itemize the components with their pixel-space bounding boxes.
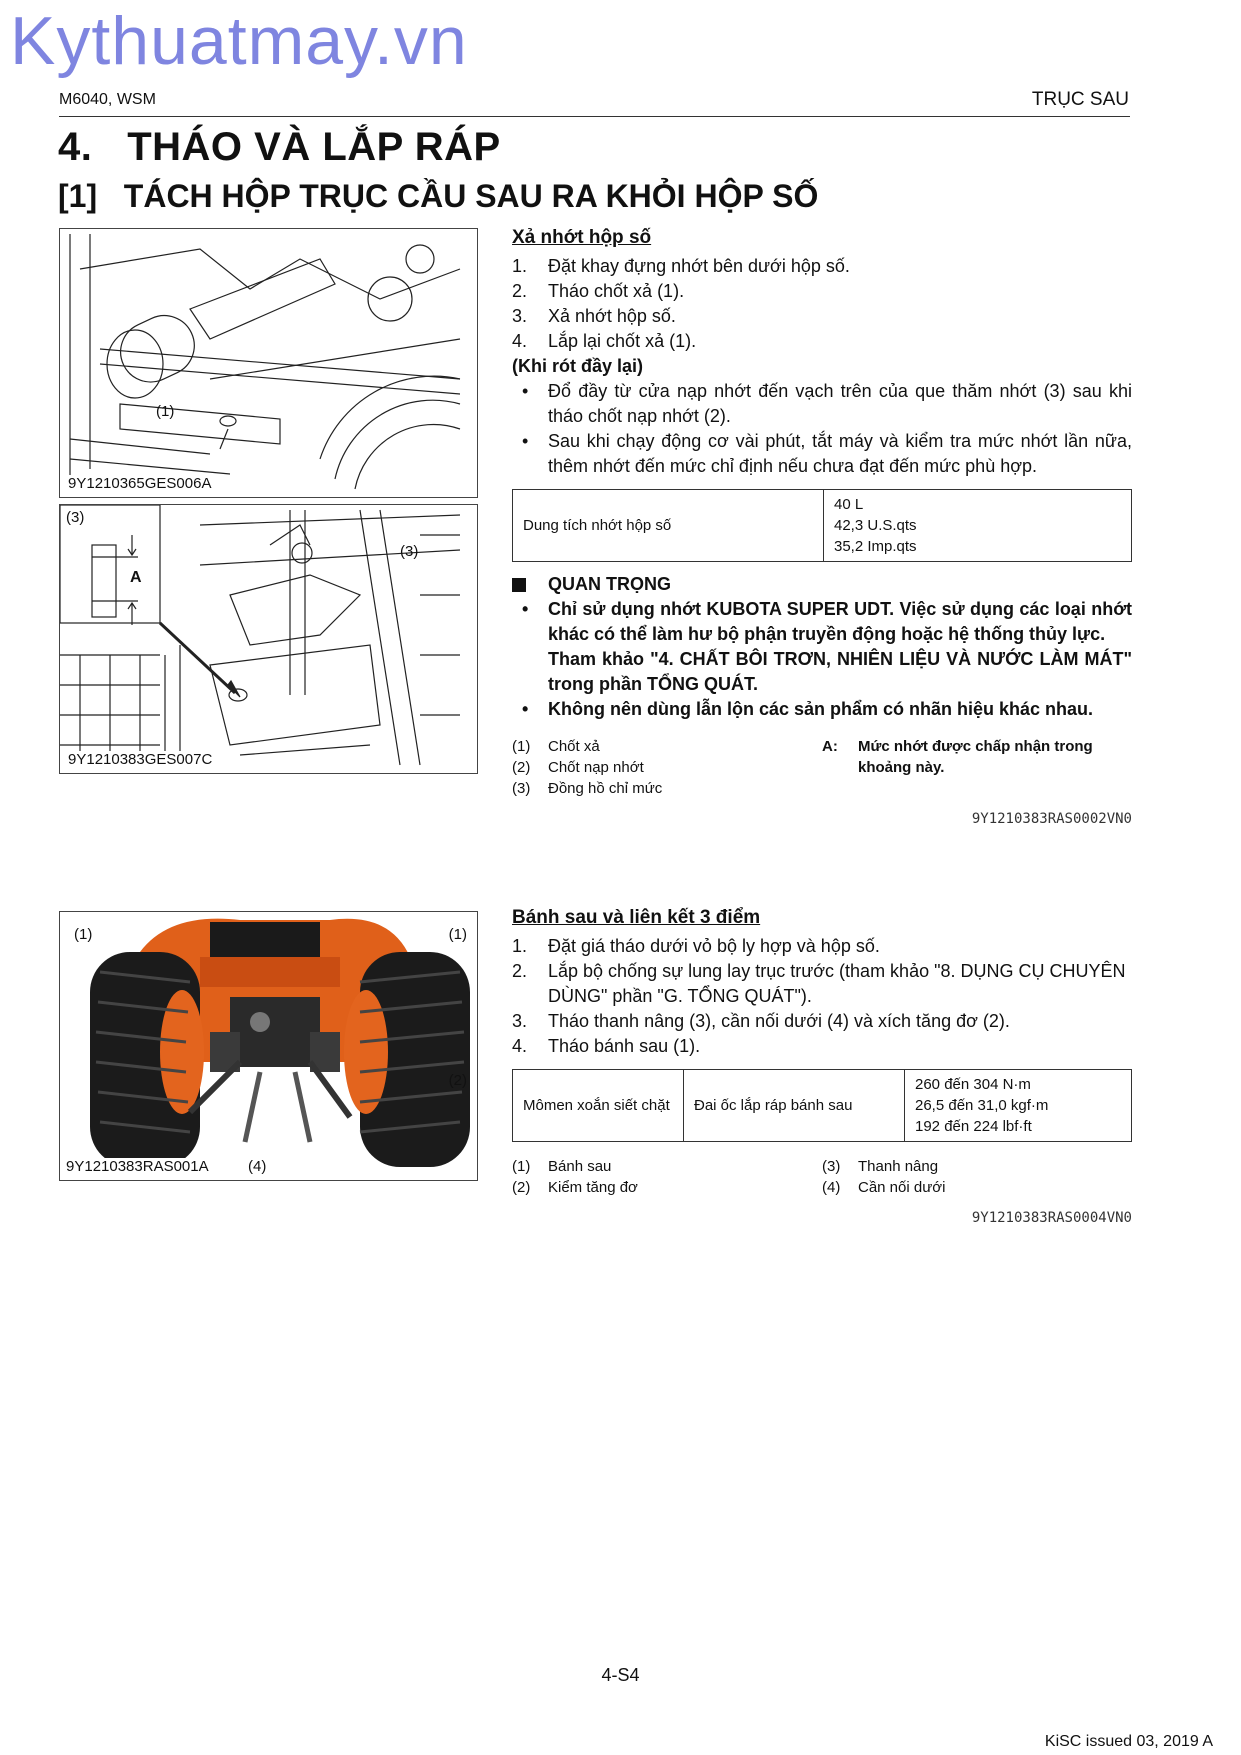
callout-3-box: (3) bbox=[66, 509, 85, 526]
drain-title: Xả nhớt hộp số bbox=[512, 227, 652, 248]
refill-title: (Khi rót đầy lại) bbox=[512, 356, 644, 376]
oil-capacity-table bbox=[512, 489, 1132, 562]
reference-code: 9Y1210383RAS0004VN0 bbox=[971, 1210, 1132, 1226]
list-item: • Chỉ sử dụng nhớt KUBOTA SUPER UDT. Việc sử dụng các loại nhớt khác có thể làm hư bộ phận truyền động hoặc hệ thống thủy lực. Tham khảo "4. CHẤT BÔI TRƠN, NHIÊN LIỆU VÀ NƯỚC LÀM MÁT" trong phần TỔNG QUÁT. bbox=[522, 599, 1132, 694]
important-title: QUAN TRỌNG bbox=[548, 574, 671, 594]
list-item: 1. Đặt khay đựng nhớt bên dưới hộp số. bbox=[512, 256, 850, 276]
figure-dipstick bbox=[59, 504, 478, 774]
important-block bbox=[512, 572, 1132, 722]
list-item: • Đổ đầy từ cửa nạp nhớt đến vạch trên của que thăm nhớt (3) sau khi tháo chốt nạp nhớt (2). bbox=[522, 381, 1132, 426]
refill-bullets bbox=[512, 379, 1132, 479]
rear-legend: (1) Bánh sau (2) Kiểm tăng đơ (3) Thanh nâng (4) Cần nối dưới bbox=[512, 1158, 946, 1196]
chapter-title: 4. THÁO VÀ LẮP RÁP bbox=[58, 125, 501, 169]
drain-plug-illustration bbox=[60, 229, 477, 497]
page-number: 4-S4 bbox=[601, 1665, 640, 1685]
spec-item: Đai ốc lắp ráp bánh sau bbox=[684, 1070, 905, 1142]
watermark: Kythuatmay.vn bbox=[10, 3, 468, 79]
list-item: 2. Tháo chốt xả (1). bbox=[512, 281, 685, 301]
rear-section bbox=[512, 905, 1132, 1231]
list-item: 4. Lắp lại chốt xả (1). bbox=[512, 331, 697, 351]
callout-2: (2) bbox=[448, 1072, 467, 1089]
list-item: 2. Lắp bộ chống sự lung lay trục trước (tham khảo "8. DỤNG CỤ CHUYÊN DÙNG" phần "G. TỔNG QUÁT"). bbox=[512, 961, 1126, 1006]
rear-title: Bánh sau và liên kết 3 điểm bbox=[512, 907, 761, 928]
list-item: 4. Tháo bánh sau (1). bbox=[512, 1036, 701, 1056]
square-icon bbox=[512, 578, 526, 592]
figure-code: 9Y1210383RAS001A bbox=[66, 1158, 209, 1175]
reference-code: 9Y1210383RAS0002VN0 bbox=[971, 811, 1132, 827]
rear-steps bbox=[512, 934, 1132, 1059]
spec-label: Mômen xoắn siết chặt bbox=[513, 1070, 684, 1142]
torque-table bbox=[512, 1069, 1132, 1142]
drain-legend: (1) Chốt xả (2) Chốt nạp nhớt (3) Đồng hồ chỉ mức A: Mức nhớt được chấp nhận trong khoảng này. bbox=[512, 738, 1093, 797]
figure-code: 9Y1210365GES006A bbox=[68, 475, 212, 492]
header-rule bbox=[59, 116, 1130, 117]
list-item: 3. Tháo thanh nâng (3), cần nối dưới (4) và xích tăng đơ (2). bbox=[512, 1011, 1010, 1031]
callout-4: (4) bbox=[248, 1158, 267, 1175]
header-section: TRỤC SAU bbox=[1031, 89, 1129, 110]
list-item: • Sau khi chạy động cơ vài phút, tắt máy và kiểm tra mức nhớt lần nữa, thêm nhớt đến mức chỉ định nếu chưa đạt đến mức phù hợp. bbox=[522, 431, 1132, 476]
figure-rear-wheels bbox=[59, 911, 478, 1181]
list-item: • Không nên dùng lẫn lộn các sản phẩm có nhãn hiệu khác nhau. bbox=[522, 699, 1094, 719]
drain-steps bbox=[512, 254, 1132, 354]
callout-1-right: (1) bbox=[448, 926, 467, 943]
header-model: M6040, WSM bbox=[59, 91, 156, 108]
callout-1-left: (1) bbox=[74, 926, 93, 943]
spec-label: Dung tích nhớt hộp số bbox=[513, 490, 824, 562]
callout-3: (3) bbox=[264, 1110, 283, 1127]
drain-section bbox=[512, 225, 1132, 832]
section-title: [1] TÁCH HỘP TRỤC CẦU SAU RA KHỎI HỘP SỐ bbox=[58, 178, 819, 214]
figure-code: 9Y1210383GES007C bbox=[68, 751, 213, 768]
figure-drain-plug bbox=[59, 228, 478, 498]
tractor-rear-illustration bbox=[60, 912, 477, 1180]
spec-values: 40 L 42,3 U.S.qts 35,2 Imp.qts bbox=[824, 490, 1132, 562]
list-item: 1. Đặt giá tháo dưới vỏ bộ ly hợp và hộp số. bbox=[512, 936, 880, 956]
footer-issue: KiSC issued 03, 2019 A bbox=[1044, 1733, 1213, 1750]
callout-1: (1) bbox=[156, 403, 175, 420]
callout-a: A bbox=[130, 569, 142, 586]
list-item: 3. Xả nhớt hộp số. bbox=[512, 306, 676, 326]
callout-3: (3) bbox=[400, 543, 419, 560]
spec-values: 260 đến 304 N·m 26,5 đến 31,0 kgf·m 192 đến 224 lbf·ft bbox=[905, 1070, 1132, 1142]
